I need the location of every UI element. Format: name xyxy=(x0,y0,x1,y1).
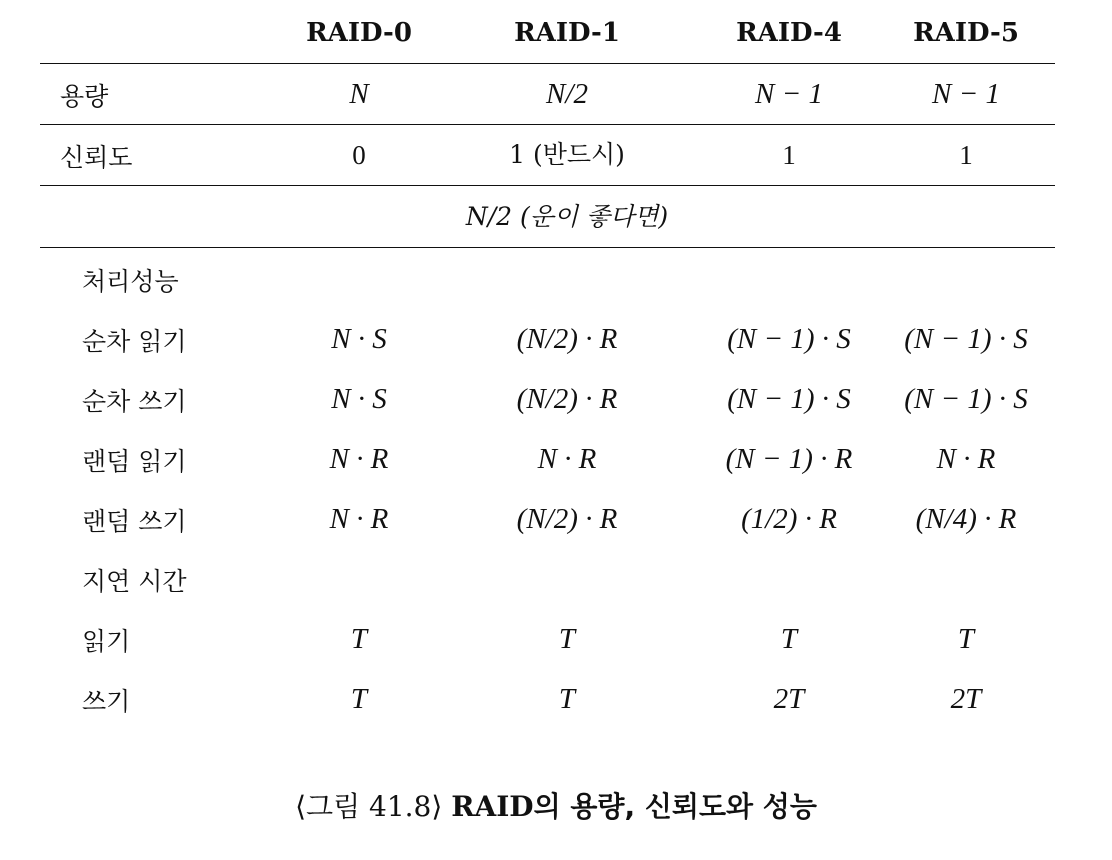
sequential-write-raid0 xyxy=(331,382,387,416)
capacity-raid5-value: N − 1 xyxy=(932,78,1000,110)
row-label-random-read: 랜덤 읽기 xyxy=(82,447,187,476)
sequential-write-raid4 xyxy=(727,382,850,416)
latency-read-raid5-value: T xyxy=(957,623,975,655)
latency-write-raid5 xyxy=(951,682,982,716)
row-label-latency-write: 쓰기 xyxy=(82,687,131,716)
figure-caption xyxy=(295,787,817,827)
sequential-write-raid5 xyxy=(904,382,1027,416)
reliability-raid4: 1 xyxy=(782,140,796,170)
sequential-read-raid4-value: (N − 1) · S xyxy=(727,323,851,355)
random-read-raid0-value: N · R xyxy=(329,443,389,475)
reliability-raid5: 1 xyxy=(959,140,973,170)
reliability-raid1-lucky: N/2 (운이 좋다면) xyxy=(465,202,669,231)
random-read-raid5-value: N · R xyxy=(936,443,996,475)
reliability-raid1: 1 (반드시) xyxy=(509,140,625,169)
latency-read-raid0 xyxy=(351,622,367,656)
random-write-raid0 xyxy=(330,502,389,536)
random-write-raid5 xyxy=(916,502,1017,536)
section-label-throughput: 처리성능 xyxy=(82,267,179,296)
latency-read-raid5 xyxy=(958,622,974,656)
table-rule-reliability-extra xyxy=(40,247,1055,248)
capacity-raid0 xyxy=(349,77,368,111)
column-header-raid4: RAID-4 xyxy=(736,18,842,48)
random-read-raid1-value: N · R xyxy=(537,443,597,475)
table-rule-capacity xyxy=(40,124,1055,125)
figure-title-rest: 의 용량, 신뢰도와 성능 xyxy=(533,790,817,823)
random-write-raid0-value: N · R xyxy=(329,503,389,535)
figure-label: ⟨그림 41.8⟩ xyxy=(295,790,443,823)
latency-read-raid0-value: T xyxy=(350,623,368,655)
capacity-raid1-value: N/2 xyxy=(546,78,588,110)
random-read-raid5 xyxy=(937,442,996,476)
latency-read-raid1-value: T xyxy=(558,623,576,655)
row-label-reliability: 신뢰도 xyxy=(60,143,133,172)
column-header-raid1: RAID-1 xyxy=(514,18,620,48)
sequential-read-raid5-value: (N − 1) · S xyxy=(904,323,1028,355)
row-label-random-write: 랜덤 쓰기 xyxy=(82,507,187,536)
table-rule-top xyxy=(40,63,1055,64)
capacity-raid5 xyxy=(932,77,1000,111)
sequential-read-raid0 xyxy=(331,322,387,356)
sequential-write-raid1 xyxy=(517,382,618,416)
reliability-raid0: 0 xyxy=(352,140,366,170)
random-read-raid1 xyxy=(538,442,597,476)
figure-title-prefix: RAID xyxy=(451,790,534,823)
latency-read-raid1 xyxy=(559,622,575,656)
sequential-read-raid1 xyxy=(517,322,618,356)
table-rule-reliability xyxy=(40,185,1055,186)
row-label-sequential-read: 순차 읽기 xyxy=(82,327,187,356)
sequential-write-raid0-value: N · S xyxy=(331,383,387,415)
random-write-raid4 xyxy=(741,502,837,536)
random-write-raid4-value: (1/2) · R xyxy=(741,503,837,535)
random-read-raid0 xyxy=(330,442,389,476)
row-label-capacity: 용량 xyxy=(60,82,109,111)
sequential-write-raid5-value: (N − 1) · S xyxy=(904,383,1028,415)
latency-write-raid1-value: T xyxy=(558,683,576,715)
row-label-sequential-write: 순차 쓰기 xyxy=(82,387,187,416)
sequential-read-raid1-value: (N/2) · R xyxy=(516,323,618,355)
random-read-raid4 xyxy=(726,442,853,476)
sequential-write-raid1-value: (N/2) · R xyxy=(516,383,618,415)
section-label-latency: 지연 시간 xyxy=(82,567,187,596)
capacity-raid4-value: N − 1 xyxy=(755,78,823,110)
capacity-raid4 xyxy=(755,77,823,111)
latency-read-raid4-value: T xyxy=(780,623,798,655)
latency-write-raid4-value: 2T xyxy=(773,683,805,715)
row-label-latency-read: 읽기 xyxy=(82,627,131,656)
random-write-raid1-value: (N/2) · R xyxy=(516,503,618,535)
sequential-read-raid5 xyxy=(904,322,1027,356)
sequential-read-raid4 xyxy=(727,322,850,356)
sequential-read-raid0-value: N · S xyxy=(331,323,387,355)
random-write-raid5-value: (N/4) · R xyxy=(915,503,1017,535)
capacity-raid1 xyxy=(546,77,588,111)
capacity-raid0-value: N xyxy=(349,78,369,110)
sequential-write-raid4-value: (N − 1) · S xyxy=(727,383,851,415)
random-write-raid1 xyxy=(517,502,618,536)
random-read-raid4-value: (N − 1) · R xyxy=(725,443,853,475)
latency-write-raid0-value: T xyxy=(350,683,368,715)
latency-write-raid4 xyxy=(774,682,805,716)
latency-write-raid5-value: 2T xyxy=(950,683,982,715)
latency-write-raid0 xyxy=(351,682,367,716)
latency-read-raid4 xyxy=(781,622,797,656)
latency-write-raid1 xyxy=(559,682,575,716)
figure-title xyxy=(451,790,817,823)
column-header-raid0: RAID-0 xyxy=(306,18,412,48)
column-header-raid5: RAID-5 xyxy=(913,18,1019,48)
